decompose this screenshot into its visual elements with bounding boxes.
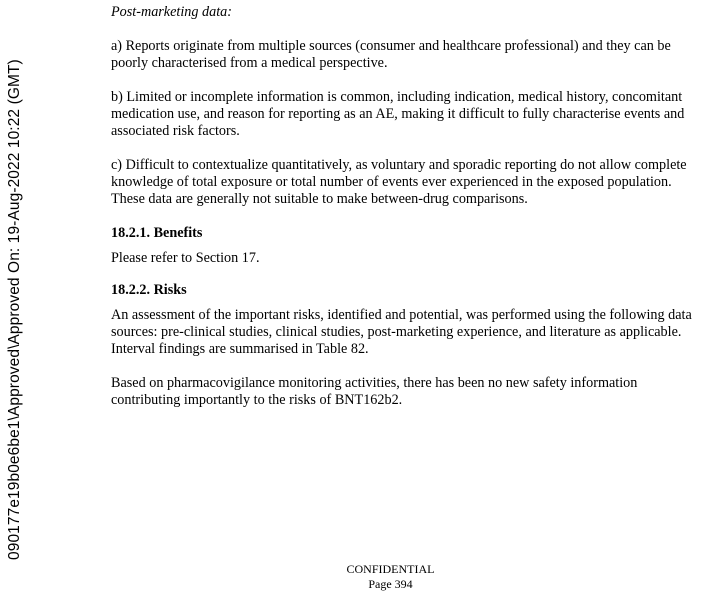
risks-paragraph-1: An assessment of the important risks, identified and potential, was performed using the following data sources: pre-clinical studies, clinical studies, post-marketing experience, and literature as applicable. Interval findings are summarised in Table 82. bbox=[111, 307, 692, 357]
item-a: a) Reports originate from multiple sources (consumer and healthcare professional) and they can be poorly characterised from a medical perspective. bbox=[111, 38, 671, 71]
document-body bbox=[111, 4, 696, 426]
approval-stamp bbox=[4, 30, 28, 560]
post-marketing-subheading: Post-marketing data: bbox=[111, 4, 232, 20]
item-c: c) Difficult to contextualize quantitatively, as voluntary and sporadic reporting do not allow complete knowledge of total exposure or total number of events ever experienced in the exposed population. These data are generally not suitable to make between-drug comparisons. bbox=[111, 157, 687, 207]
risks-heading: 18.2.2. Risks bbox=[111, 282, 187, 298]
benefits-heading: 18.2.1. Benefits bbox=[111, 225, 203, 241]
approval-stamp-text: 090177e19b0e6be1\Approved\Approved On: 19-Aug-2022 10:22 (GMT) bbox=[6, 59, 23, 560]
page-footer bbox=[0, 562, 721, 592]
risks-paragraph-2: Based on pharmacovigilance monitoring activities, there has been no new safety information contributing importantly to the risks of BNT162b2. bbox=[111, 375, 638, 408]
item-b: b) Limited or incomplete information is common, including indication, medical history, concomitant medication use, and reason for reporting as an AE, making it difficult to fully characterise events and associated risk factors. bbox=[111, 89, 685, 139]
confidential-label: CONFIDENTIAL bbox=[346, 562, 435, 576]
page-number: Page 394 bbox=[368, 577, 413, 591]
benefits-text: Please refer to Section 17. bbox=[111, 250, 260, 266]
